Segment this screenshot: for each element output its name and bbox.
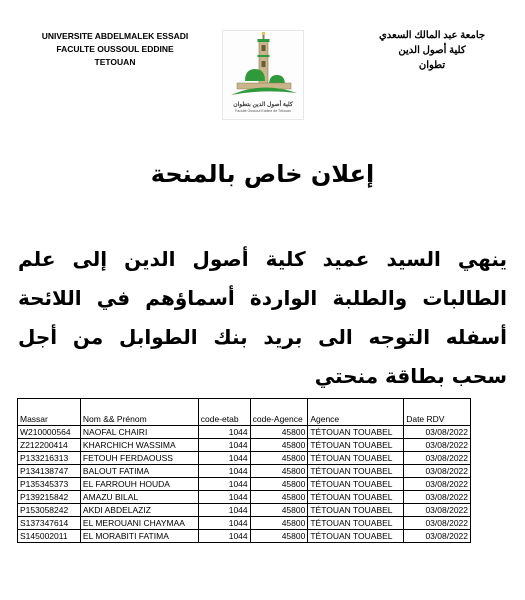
table-row bbox=[18, 439, 471, 452]
table-row bbox=[18, 491, 471, 504]
cell-code-agence: 45800 bbox=[250, 504, 308, 517]
mosque-logo-icon bbox=[223, 31, 303, 101]
col-code-etab: code-etab bbox=[198, 399, 250, 426]
header-arabic bbox=[357, 28, 507, 73]
cell-date-rdv: 03/08/2022 bbox=[404, 491, 471, 504]
cell-date-rdv: 03/08/2022 bbox=[404, 426, 471, 439]
cell-name: AMAZU BILAL bbox=[80, 491, 198, 504]
cell-code-etab: 1044 bbox=[198, 439, 250, 452]
cell-massar: W210000564 bbox=[18, 426, 81, 439]
cell-massar: Z212200414 bbox=[18, 439, 81, 452]
cell-date-rdv: 03/08/2022 bbox=[404, 504, 471, 517]
table-row bbox=[18, 465, 471, 478]
cell-code-agence: 45800 bbox=[250, 530, 308, 543]
students-table bbox=[17, 398, 471, 543]
logo-subcaption: Faculté Oussoul Eddine de Tétouan bbox=[235, 109, 291, 113]
table-row bbox=[18, 426, 471, 439]
table-row bbox=[18, 478, 471, 491]
city-name: TETOUAN bbox=[94, 57, 136, 67]
cell-massar: P133216313 bbox=[18, 452, 81, 465]
cell-code-etab: 1044 bbox=[198, 530, 250, 543]
cell-name: FETOUH FERDAOUSS bbox=[80, 452, 198, 465]
cell-name: EL MORABITI FATIMA bbox=[80, 530, 198, 543]
cell-massar: P139215842 bbox=[18, 491, 81, 504]
cell-code-etab: 1044 bbox=[198, 426, 250, 439]
cell-name: KHARCHICH WASSIMA bbox=[80, 439, 198, 452]
cell-code-etab: 1044 bbox=[198, 504, 250, 517]
cell-code-etab: 1044 bbox=[198, 465, 250, 478]
cell-code-agence: 45800 bbox=[250, 452, 308, 465]
table-header-row bbox=[18, 399, 471, 426]
col-name: Nom && Prénom bbox=[80, 399, 198, 426]
cell-massar: S145002011 bbox=[18, 530, 81, 543]
cell-agence: TÉTOUAN TOUABEL bbox=[308, 452, 404, 465]
cell-name: EL MEROUANI CHAYMAA bbox=[80, 517, 198, 530]
cell-code-etab: 1044 bbox=[198, 517, 250, 530]
cell-agence: TÉTOUAN TOUABEL bbox=[308, 517, 404, 530]
cell-agence: TÉTOUAN TOUABEL bbox=[308, 478, 404, 491]
logo-caption: كلية أصول الدين بتطوان bbox=[233, 102, 293, 108]
cell-code-agence: 45800 bbox=[250, 439, 308, 452]
col-date-rdv: Date RDV bbox=[404, 399, 471, 426]
cell-agence: TÉTOUAN TOUABEL bbox=[308, 491, 404, 504]
cell-date-rdv: 03/08/2022 bbox=[404, 530, 471, 543]
cell-agence: TÉTOUAN TOUABEL bbox=[308, 439, 404, 452]
cell-code-etab: 1044 bbox=[198, 452, 250, 465]
faculty-name: FACULTE OUSSOUL EDDINE bbox=[56, 44, 174, 54]
cell-date-rdv: 03/08/2022 bbox=[404, 478, 471, 491]
table-row bbox=[18, 452, 471, 465]
university-name: UNIVERSITE ABDELMALEK ESSADI bbox=[41, 31, 189, 41]
cell-massar: P153058242 bbox=[18, 504, 81, 517]
header-latin bbox=[30, 30, 200, 69]
cell-agence: TÉTOUAN TOUABEL bbox=[308, 465, 404, 478]
cell-massar: P135345373 bbox=[18, 478, 81, 491]
cell-name: NAOFAL CHAIRI bbox=[80, 426, 198, 439]
cell-code-agence: 45800 bbox=[250, 517, 308, 530]
faculty-logo bbox=[222, 30, 304, 120]
cell-date-rdv: 03/08/2022 bbox=[404, 465, 471, 478]
cell-massar: P134138747 bbox=[18, 465, 81, 478]
announcement-title: إعلان خاص بالمنحة bbox=[150, 160, 375, 188]
cell-date-rdv: 03/08/2022 bbox=[404, 452, 471, 465]
university-name-ar: جامعة عبد المالك السعدي bbox=[378, 30, 486, 41]
cell-name: EL FARROUH HOUDA bbox=[80, 478, 198, 491]
cell-agence: TÉTOUAN TOUABEL bbox=[308, 530, 404, 543]
cell-code-agence: 45800 bbox=[250, 491, 308, 504]
faculty-name-ar: كلية أصول الدين bbox=[398, 45, 466, 56]
cell-date-rdv: 03/08/2022 bbox=[404, 439, 471, 452]
cell-agence: TÉTOUAN TOUABEL bbox=[308, 504, 404, 517]
col-agence: Agence bbox=[308, 399, 404, 426]
announcement-body: ينهي السيد عميد كلية أصول الدين إلى علم الطالبات والطلبة الواردة أسماؤهم في اللائحة أسفله التوجه الى بريد بنك الطوابل من أجل سحب بطاقة منحتي bbox=[18, 247, 507, 388]
cell-name: AKDI ABDELAZIZ bbox=[80, 504, 198, 517]
col-massar: Massar bbox=[18, 399, 81, 426]
cell-code-agence: 45800 bbox=[250, 465, 308, 478]
cell-date-rdv: 03/08/2022 bbox=[404, 517, 471, 530]
cell-massar: S137347614 bbox=[18, 517, 81, 530]
cell-code-etab: 1044 bbox=[198, 491, 250, 504]
cell-code-etab: 1044 bbox=[198, 478, 250, 491]
table-row bbox=[18, 504, 471, 517]
cell-code-agence: 45800 bbox=[250, 478, 308, 491]
table-row bbox=[18, 530, 471, 543]
cell-name: BALOUT FATIMA bbox=[80, 465, 198, 478]
table-row bbox=[18, 517, 471, 530]
cell-code-agence: 45800 bbox=[250, 426, 308, 439]
city-name-ar: تطوان bbox=[418, 60, 446, 71]
col-code-agence: code-Agence bbox=[250, 399, 308, 426]
cell-agence: TÉTOUAN TOUABEL bbox=[308, 426, 404, 439]
